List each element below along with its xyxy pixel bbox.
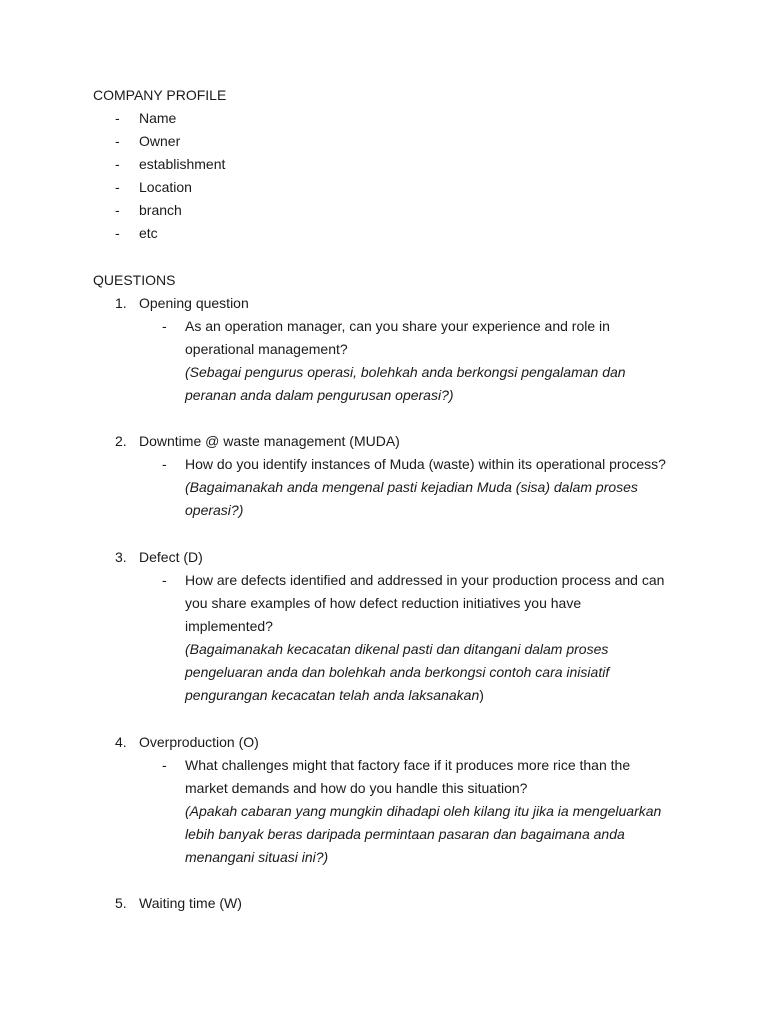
bullet-dash: -: [115, 179, 120, 195]
profile-item-establishment: establishment: [139, 156, 226, 172]
question-text-ms: pengurangan kecacatan telah anda laksanakan: [185, 687, 480, 703]
question-text-ms: menangani situasi ini?): [185, 849, 329, 865]
questions-heading: QUESTIONS: [93, 272, 176, 288]
question-text-en: market demands and how do you handle this situation?: [185, 780, 528, 796]
question-text-ms: pengeluaran anda dan bolehkah anda berkongsi contoh cara inisiatif: [185, 664, 610, 680]
profile-item-location: Location: [139, 179, 192, 195]
question-text-en: you share examples of how defect reduction initiatives you have: [185, 595, 582, 611]
question-number: 4.: [115, 734, 127, 750]
question-text-en: What challenges might that factory face if it produces more rice than the: [185, 757, 631, 773]
bullet-dash: -: [162, 572, 167, 588]
profile-item-name: Name: [139, 110, 177, 126]
profile-item-owner: Owner: [139, 133, 181, 149]
question-title: Overproduction (O): [139, 734, 259, 750]
bullet-dash: -: [162, 318, 167, 334]
bullet-dash: -: [115, 225, 120, 241]
bullet-dash: -: [115, 202, 120, 218]
question-title: Opening question: [139, 295, 249, 311]
question-number: 2.: [115, 433, 127, 449]
question-title: Downtime @ waste management (MUDA): [139, 433, 400, 449]
question-text-ms: (Bagaimanakah anda mengenal pasti kejadian Muda (sisa) dalam proses: [185, 479, 638, 495]
question-text-ms: peranan anda dalam pengurusan operasi?): [185, 387, 454, 403]
question-text-ms: operasi?): [185, 502, 244, 518]
question-text-ms: lebih banyak beras daripada permintaan pasaran dan bagaimana anda: [185, 826, 625, 842]
question-number: 1.: [115, 295, 127, 311]
bullet-dash: -: [115, 133, 120, 149]
question-title: Waiting time (W): [139, 895, 242, 911]
question-text-ms: (Sebagai pengurus operasi, bolehkah anda berkongsi pengalaman dan: [185, 364, 626, 380]
question-text-en: How do you identify instances of Muda (waste) within its operational process?: [185, 456, 666, 472]
question-text-ms: (Bagaimanakah kecacatan dikenal pasti dan ditangani dalam proses: [185, 641, 609, 657]
bullet-dash: -: [115, 110, 120, 126]
question-title: Defect (D): [139, 549, 203, 565]
bullet-dash: -: [162, 757, 167, 773]
company-profile-heading: COMPANY PROFILE: [93, 87, 227, 103]
question-text-en: implemented?: [185, 618, 273, 634]
question-text-en: As an operation manager, can you share your experience and role in: [185, 318, 610, 334]
question-text-ms: (Apakah cabaran yang mungkin dihadapi oleh kilang itu jika ia mengeluarkan: [185, 803, 662, 819]
question-text-en: operational management?: [185, 341, 348, 357]
bullet-dash: -: [162, 456, 167, 472]
question-number: 3.: [115, 549, 127, 565]
profile-item-etc: etc: [139, 225, 158, 241]
question-text-ms-line: [185, 686, 484, 704]
bullet-dash: -: [115, 156, 120, 172]
closing-parenthesis: ): [479, 687, 484, 703]
profile-item-branch: branch: [139, 202, 182, 218]
question-number: 5.: [115, 895, 127, 911]
question-text-en: How are defects identified and addressed in your production process and can: [185, 572, 665, 588]
